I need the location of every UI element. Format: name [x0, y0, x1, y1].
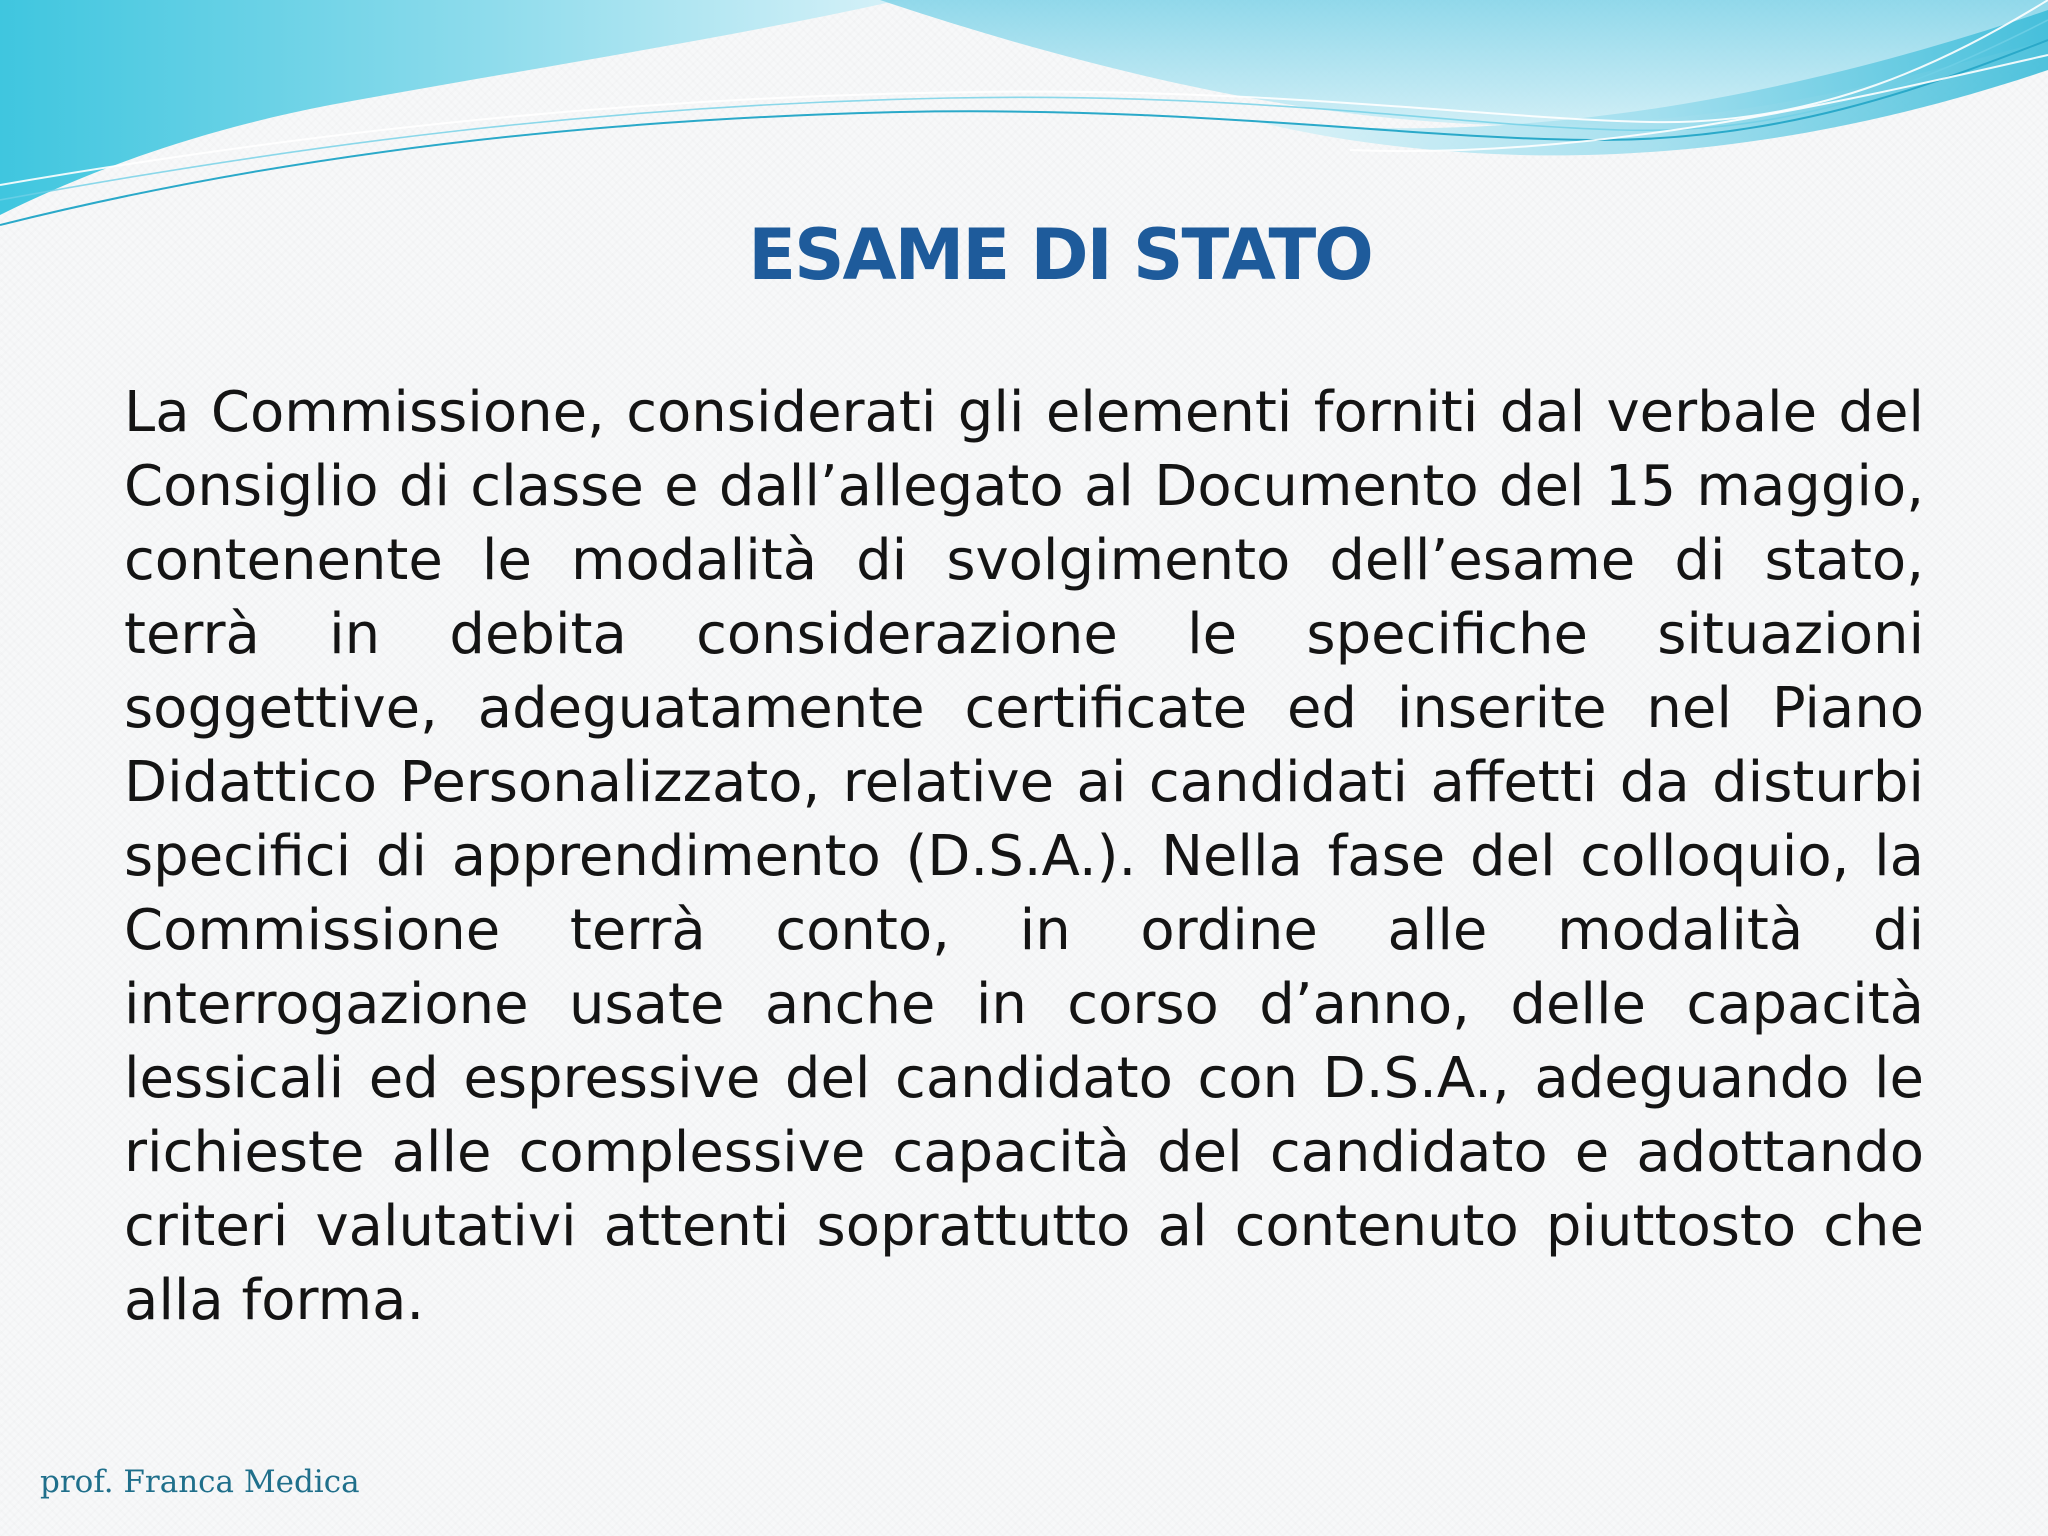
header-wave-decoration — [0, 0, 2048, 240]
slide-body-text: La Commissione, considerati gli elementi forniti dal verbale del Consiglio di classe e dall’allegato al Documento del 15 maggio, contenente le modalità di svolgimento dell’esame di stato, terrà in debita considerazione le specifiche situazioni soggettive, adeguatamente certificate ed inserite nel Piano Didattico Personalizzato, relative ai candidati affetti da disturbi specifici di apprendimento (D.S.A.). Nella fase del colloquio, la Commissione terrà conto, in ordine alle modalità di interrogazione usate anche in corso d’anno, delle capacità lessicali ed espressive del candidato con D.S.A., adeguando le richieste alle complessive capacità del candidato e adottando criteri valutativi attenti soprattutto al contenuto piuttosto che alla forma. — [124, 380, 1924, 1333]
slide-title: ESAME DI STATO — [748, 214, 1372, 296]
footer-author: prof. Franca Medica — [40, 1464, 360, 1500]
